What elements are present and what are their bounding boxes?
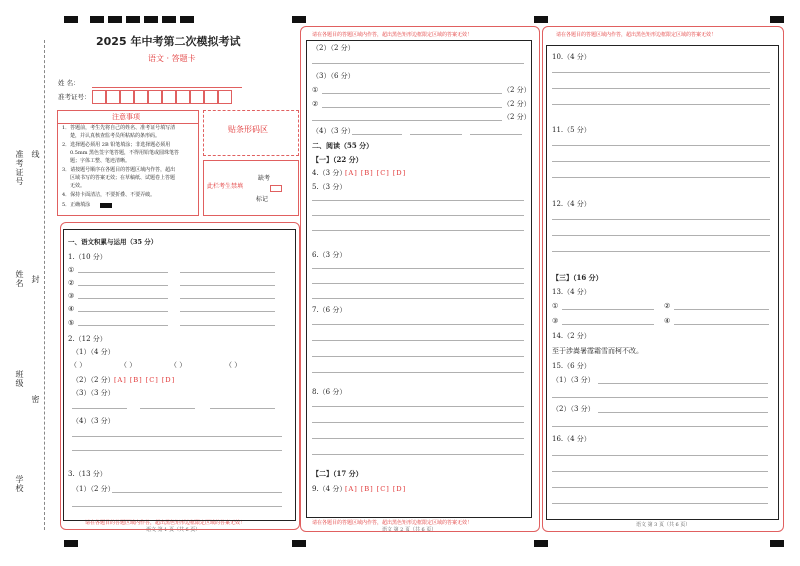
answer-line[interactable] [552, 235, 770, 236]
q3-label: 3.（13 分） [68, 470, 107, 478]
answer-line[interactable] [180, 298, 275, 299]
notice-item: 无效。 [70, 183, 86, 189]
q14-text: 至于涉嵩暑霪霜雪而柯不改。 [552, 347, 643, 355]
side-label-school: 学校 [15, 475, 24, 493]
notice-item: 区域书写的答案无效；在草稿纸、试题卷上答题 [70, 175, 176, 181]
part-3-title: 【三】（16 分） [552, 273, 603, 282]
warning-text: 请在各题目的答题区域内作答，超出黑色矩形边框限定区域的答案无效！ [556, 32, 717, 38]
answer-line[interactable] [312, 268, 524, 269]
answer-line[interactable] [78, 285, 168, 286]
q10-label: 10.（4 分） [552, 53, 591, 61]
q2-2-label: （2）（2 分） [72, 376, 115, 384]
answer-line[interactable] [552, 145, 770, 146]
paren-blank[interactable]: （ ） [120, 361, 137, 369]
answer-line[interactable] [322, 93, 502, 94]
q13-c3: ③ [552, 317, 559, 325]
q11-label: 11.（5 分） [552, 126, 591, 134]
part-1-title: 【一】（22 分） [312, 155, 363, 164]
q13-label: 13.（4 分） [552, 288, 591, 296]
barcode-label: 贴条形码区 [228, 125, 268, 134]
answer-line[interactable] [312, 324, 524, 325]
notice-item: 楚，并认真核查监考员所粘贴的条形码。 [70, 133, 161, 139]
q5-label: 5.（3 分） [312, 183, 347, 191]
q13-c2: ② [664, 302, 671, 310]
answer-line[interactable] [180, 311, 275, 312]
answer-line[interactable] [312, 63, 524, 64]
q13-c1: ① [552, 302, 559, 310]
q12-label: 12.（4 分） [552, 200, 591, 208]
answer-line[interactable] [552, 471, 768, 472]
answer-line[interactable] [140, 408, 195, 409]
answer-line[interactable] [312, 372, 524, 373]
points: （2 分） [503, 86, 531, 94]
answer-line[interactable] [552, 426, 768, 427]
timing-mark [292, 16, 306, 23]
notice-item: 0.5mm 黑色签字笔答题，不得用铅笔或圆珠笔答 [70, 150, 180, 156]
section-2-title: 二、阅读（55 分） [312, 141, 374, 150]
warning-text: 请在各题目的答题区域内作答，超出黑色矩形边框限定区域的答案无效！ [312, 32, 473, 38]
timing-mark [64, 16, 78, 23]
answer-line[interactable] [552, 104, 770, 105]
timing-mark [770, 16, 784, 23]
side-label-exam-no: 准考证号 [15, 150, 24, 186]
answer-line[interactable] [562, 324, 654, 325]
timing-mark [770, 540, 784, 547]
answer-line[interactable] [312, 340, 524, 341]
name-field[interactable] [92, 87, 242, 88]
answer-line[interactable] [552, 72, 770, 73]
q15-2-label: （2）（3 分） [552, 405, 595, 413]
warning-text: 请在各题目的答题区域内作答，超出黑色矩形边框限定区域的答案无效！ [85, 520, 246, 526]
notice-item: 4．保持卡面清洁，不要折叠、不要弄破。 [62, 192, 156, 198]
q16-label: 16.（4 分） [552, 435, 591, 443]
answer-line[interactable] [72, 506, 282, 507]
answer-line[interactable] [78, 298, 168, 299]
timing-mark [534, 16, 548, 23]
q1-item: ① [68, 266, 75, 274]
timing-mark [180, 16, 194, 23]
q15-1-label: （1）（3 分） [552, 376, 595, 384]
answer-line[interactable] [312, 454, 524, 455]
page-footer: 语文 第 1 页（共 6 页） [146, 527, 201, 533]
q7-label: 7.（6 分） [312, 306, 347, 314]
exam-subtitle: 语文 · 答题卡 [148, 54, 196, 63]
q6-label: 6.（3 分） [312, 251, 347, 259]
q2-2-cont-label: （2）（2 分） [312, 44, 355, 52]
side-label-secret: 密 [31, 395, 40, 404]
answer-line[interactable] [312, 406, 524, 407]
answer-line[interactable] [552, 219, 770, 220]
paren-blank[interactable]: （ ） [70, 361, 87, 369]
answer-line[interactable] [552, 503, 768, 504]
q14-label: 14.（2 分） [552, 332, 591, 340]
answer-line[interactable] [598, 383, 768, 384]
answer-line[interactable] [552, 487, 768, 488]
warning-text: 请在各题目的答题区域内作答，超出黑色矩形边框限定区域的答案无效！ [312, 520, 473, 526]
q8-label: 8.（6 分） [312, 388, 347, 396]
part-2-title: 【二】（17 分） [312, 469, 363, 478]
answer-line[interactable] [312, 283, 524, 284]
answer-line[interactable] [312, 422, 524, 423]
answer-line[interactable] [312, 215, 524, 216]
paren-blank[interactable]: （ ） [225, 361, 242, 369]
q2-4-label: （4）（3 分） [72, 417, 115, 425]
q4-choices[interactable]: [A] [B] [C] [D] [345, 169, 407, 177]
exam-title: 2025 年中考第二次模拟考试 [96, 35, 241, 48]
timing-mark [90, 16, 104, 23]
q4-label: 4.（3 分） [312, 169, 347, 177]
binding-line [44, 40, 45, 530]
side-label-line: 线 [31, 150, 40, 159]
q1-item: ④ [68, 305, 75, 313]
points: （2 分） [503, 100, 531, 108]
answer-line[interactable] [352, 134, 402, 135]
q3-3-label: （3）（6 分） [312, 72, 355, 80]
answer-line[interactable] [598, 412, 768, 413]
q13-c4: ④ [664, 317, 671, 325]
notice-item: 1．答题前，考生先将自己的姓名、准考证号填写清 [62, 125, 176, 131]
notice-item: 题；字体工整、笔迹清晰。 [70, 158, 131, 164]
answer-line[interactable] [180, 272, 275, 273]
answer-line[interactable] [312, 200, 524, 201]
answer-line[interactable] [312, 120, 502, 121]
timing-mark [126, 16, 140, 23]
answer-line[interactable] [180, 285, 275, 286]
section-1-title: 一、语文积累与运用（35 分） [68, 238, 158, 246]
answer-line[interactable] [72, 408, 127, 409]
answer-line[interactable] [78, 272, 168, 273]
answer-line[interactable] [322, 107, 502, 108]
answer-line[interactable] [552, 397, 768, 398]
q3-1-label: （1）（2 分） [72, 485, 115, 493]
q3-4-label: （4）（3 分） [312, 127, 355, 135]
filled-bubble-sample [100, 203, 112, 208]
notice-item: 3．请按题号顺序在各题目的答题区域内作答，超出 [62, 167, 176, 173]
name-label: 姓 名： [58, 79, 80, 87]
answer-line[interactable] [562, 309, 654, 310]
answer-line[interactable] [180, 325, 275, 326]
timing-mark [162, 16, 176, 23]
q2-2-choices[interactable]: [A] [B] [C] [D] [114, 376, 176, 384]
q1-label: 1.（10 分） [68, 253, 107, 261]
answer-line[interactable] [552, 455, 768, 456]
timing-mark [534, 540, 548, 547]
timing-mark [64, 540, 78, 547]
paren-blank[interactable]: （ ） [170, 361, 187, 369]
answer-line[interactable] [112, 492, 282, 493]
answer-line[interactable] [72, 436, 282, 437]
page-footer: 语文 第 2 页（共 6 页） [382, 527, 437, 533]
absent-word: 缺考 [258, 175, 271, 182]
answer-line[interactable] [312, 230, 524, 231]
points: （2 分） [503, 113, 531, 121]
answer-line[interactable] [78, 311, 168, 312]
answer-line[interactable] [552, 161, 770, 162]
q1-item: ③ [68, 292, 75, 300]
notice-title: 注意事项 [112, 113, 140, 121]
side-label-name: 姓名 [15, 270, 24, 288]
notice-item: 5．正确填涂 [62, 202, 91, 208]
circle-2: ② [312, 100, 319, 108]
absent-label: 此栏考生禁填 [207, 183, 244, 190]
answer-panel-3 [546, 45, 779, 520]
side-label-class: 班级 [15, 370, 24, 388]
q9-choices[interactable]: [A] [B] [C] [D] [345, 485, 407, 493]
exam-no-label: 准考证号： [58, 93, 91, 101]
answer-line[interactable] [552, 251, 770, 252]
mark-word: 标记 [256, 196, 269, 203]
circle-1: ① [312, 86, 319, 94]
answer-line[interactable] [78, 325, 168, 326]
notice-item: 2．选择题必须用 2B 铅笔填涂；非选择题必须用 [62, 142, 171, 148]
side-label-seal: 封 [31, 275, 40, 284]
answer-line[interactable] [72, 450, 282, 451]
answer-line[interactable] [470, 134, 522, 135]
timing-mark [108, 16, 122, 23]
q2-3-label: （3）（3 分） [72, 389, 115, 397]
answer-line[interactable] [674, 324, 769, 325]
q2-1-label: （1）（4 分） [72, 348, 115, 356]
q2-label: 2.（12 分） [68, 335, 107, 343]
q1-item: ⑤ [68, 319, 75, 327]
page-footer: 语文 第 3 页（共 6 页） [636, 522, 691, 528]
timing-mark [292, 540, 306, 547]
q9-label: 9.（4 分） [312, 485, 347, 493]
answer-line[interactable] [312, 438, 524, 439]
answer-line[interactable] [312, 298, 524, 299]
answer-panel-2 [306, 40, 532, 518]
q1-item: ② [68, 279, 75, 287]
answer-line[interactable] [410, 134, 462, 135]
answer-line[interactable] [552, 88, 770, 89]
answer-line[interactable] [552, 177, 770, 178]
answer-line[interactable] [674, 309, 769, 310]
q15-label: 15.（6 分） [552, 362, 591, 370]
answer-line[interactable] [210, 408, 275, 409]
answer-line[interactable] [312, 356, 524, 357]
absent-checkbox[interactable] [270, 185, 282, 192]
timing-mark [144, 16, 158, 23]
